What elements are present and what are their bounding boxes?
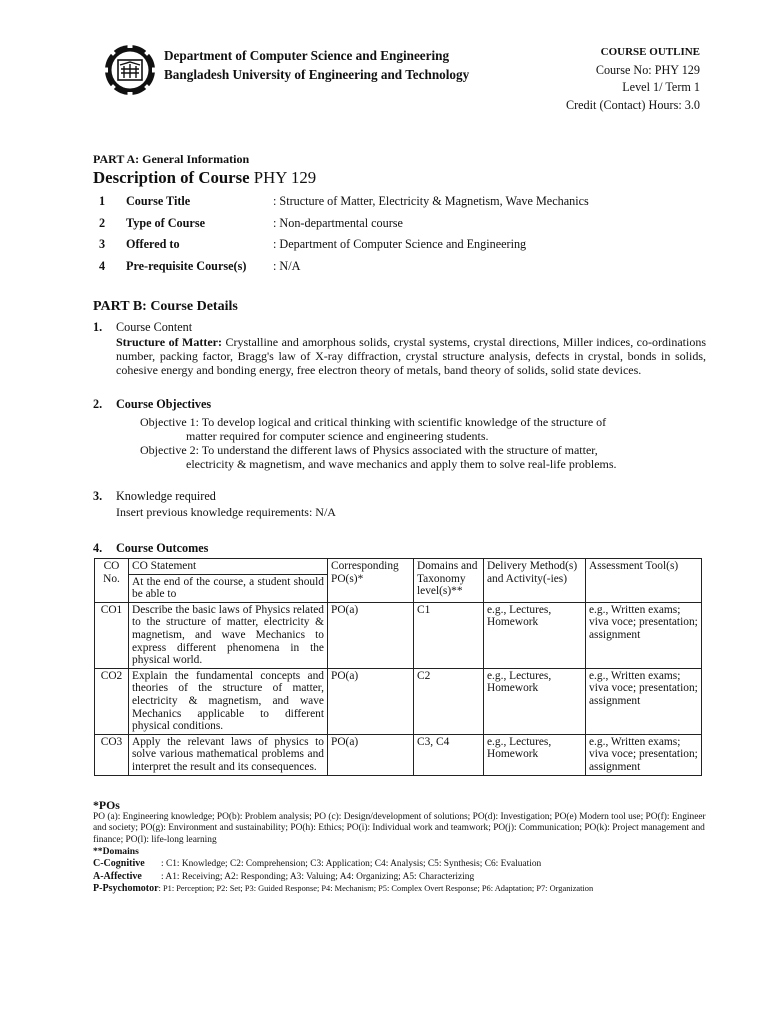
department-name: Department of Computer Science and Engineering [164,48,450,63]
affective-line [93,871,713,884]
section-course-content [93,320,192,334]
general-info-row [93,259,693,281]
section-course-objectives [93,397,211,411]
co-po: PO(a) [328,734,414,775]
row-value: : Non-departmental course [273,215,403,230]
header-institution [164,46,469,84]
general-info-row [93,194,693,216]
co-assessment: e.g., Written exams; viva voce; presentation; assignment [586,602,702,668]
pos-title: *POs [93,798,120,812]
co-statement: Explain the fundamental concepts and theories of the structure of matter, electricity & magnetism, and wave Mechanics applicable to different physical conditions. [129,668,328,734]
header-corresponding-po: Corresponding PO(s)* [328,559,414,603]
section-number: 4. [93,541,103,555]
co-statement: Describe the basic laws of Physics related to the structure of matter, electricity & magnetism, and wave Mechanics to express different phenomena in the physical world. [129,602,328,668]
row-label: Type of Course [126,215,205,230]
header-assessment-tools: Assessment Tool(s) [586,559,702,603]
table-row [95,602,702,668]
section-title: Course Outcomes [116,541,209,555]
affective-text: : A1: Receiving; A2: Responding; A3: Valuing; A4: Organizing; A5: Characterizing [161,871,475,882]
row-value: : Structure of Matter, Electricity & Magnetism, Wave Mechanics [273,194,589,208]
cognitive-line [93,858,713,871]
row-label: Course Title [126,194,191,208]
row-label: Offered to [126,237,180,251]
affective-label: A-Affective [93,870,142,882]
content-topic-label: Structure of Matter: [116,335,222,349]
row-label: Pre-requisite Course(s) [126,258,247,273]
co-domain: C2 [414,668,484,734]
course-description-title [93,168,316,188]
course-outcomes-table [94,558,702,776]
psychomotor-text: : P1: Perception; P2: Set; P3: Guided Response; P4: Mechanism; P5: Complex Overt Response; P6: Adaptation; P7: Organization [158,884,594,894]
footnotes [93,800,713,896]
part-b-heading: PART B: Course Details [93,299,238,314]
header-co-statement-intro: At the end of the course, a student should be able to [129,574,328,602]
objectives-list [140,415,715,471]
psychomotor-label: P-Psychomotor [93,883,159,895]
objective-2-line-1: Objective 2: To understand the different laws of Physics associated with the structure of matter, [140,443,598,457]
domains-title: **Domains [93,846,139,858]
section-knowledge-required [93,489,216,503]
section-number: 2. [93,397,103,411]
objective-2-line-2: electricity & magnetism, and wave mechanics and apply them to solve real-life problems. [186,457,617,471]
course-number: Course No: PHY 129 [595,62,700,77]
section-course-outcomes [93,541,208,555]
outline-title: COURSE OUTLINE [600,46,700,58]
co-domain: C1 [414,602,484,668]
table-row [95,668,702,734]
pos-definitions: PO (a): Engineering knowledge; PO(b): Problem analysis; PO (c): Design/development of solutions; PO(d): Investigation; PO(e) Modern tool use; PO(f): Engineer and society; PO(g): Environment and sustainability; PO(h): Ethics; PO(i): Individual work and teamwork; PO(j): Communication; PO(k): Project management and finance; PO(l): life-long learning [93,811,706,845]
row-value: : N/A [273,258,301,273]
knowledge-requirements-text: Insert previous knowledge requirements: N/A [116,505,336,519]
row-number: 4 [99,258,106,273]
cognitive-text: : C1: Knowledge; C2: Comprehension; C3: Application; C4: Analysis; C5: Synthesis; C6: Evaluation [161,858,542,869]
content-topic-text: Crystalline and amorphous solids, crystal systems, crystal directions, Miller indices, co-ordinations number, packing factor, Bragg's law of X-ray diffraction, crystal structure analysis, defects in crystal, bonds in solids, cohesive energy and bonding energy, free electron theory of metals, band theory of solids, solid state devices. [116,335,706,377]
table-header-row [95,559,702,575]
objective-1-line-2: matter required for computer science and engineering students. [186,429,489,443]
section-title: Course Objectives [116,397,212,411]
header-domains-taxonomy: Domains and Taxonomy level(s)** [414,559,484,603]
co-delivery: e.g., Lectures, Homework [484,668,586,734]
header-course-info [566,44,700,114]
header-delivery-method: Delivery Method(s) and Activity(-ies) [484,559,586,603]
row-number: 3 [99,237,106,251]
description-label: Description of Course [93,168,250,187]
university-name: Bangladesh University of Engineering and Technology [164,67,470,82]
psychomotor-line [93,883,713,896]
row-value: : Department of Computer Science and Engineering [273,237,527,251]
co-statement: Apply the relevant laws of physics to solve various mathematical problems and interpret the result and its consequences. [129,734,328,775]
co-delivery: e.g., Lectures, Homework [484,602,586,668]
header-co-no: CO No. [95,559,129,603]
section-number: 3. [93,489,103,503]
general-info-row [93,216,693,238]
structure-of-matter-paragraph [116,335,706,377]
row-number: 2 [99,215,106,230]
co-assessment: e.g., Written exams; viva voce; presentation; assignment [586,734,702,775]
co-id: CO2 [95,668,129,734]
row-number: 1 [99,194,106,208]
header-co-statement: CO Statement [129,559,328,575]
section-title: Course Content [116,320,193,334]
section-number: 1. [93,320,103,334]
co-id: CO3 [95,734,129,775]
section-title: Knowledge required [116,489,216,503]
general-info-row [93,237,693,259]
university-seal-logo [103,43,157,97]
co-delivery: e.g., Lectures, Homework [484,734,586,775]
co-id: CO1 [95,602,129,668]
co-assessment: e.g., Written exams; viva voce; presentation; assignment [586,668,702,734]
co-po: PO(a) [328,602,414,668]
general-info-list [93,194,693,280]
level-term: Level 1/ Term 1 [622,80,700,94]
co-po: PO(a) [328,668,414,734]
co-domain: C3, C4 [414,734,484,775]
credit-hours: Credit (Contact) Hours: 3.0 [565,97,700,112]
table-row [95,734,702,775]
objective-1-line-1: Objective 1: To develop logical and critical thinking with scientific knowledge of the structure of [140,415,607,429]
part-a-heading: PART A: General Information [93,152,250,166]
description-code: PHY 129 [249,168,317,187]
cognitive-label: C-Cognitive [93,857,145,869]
